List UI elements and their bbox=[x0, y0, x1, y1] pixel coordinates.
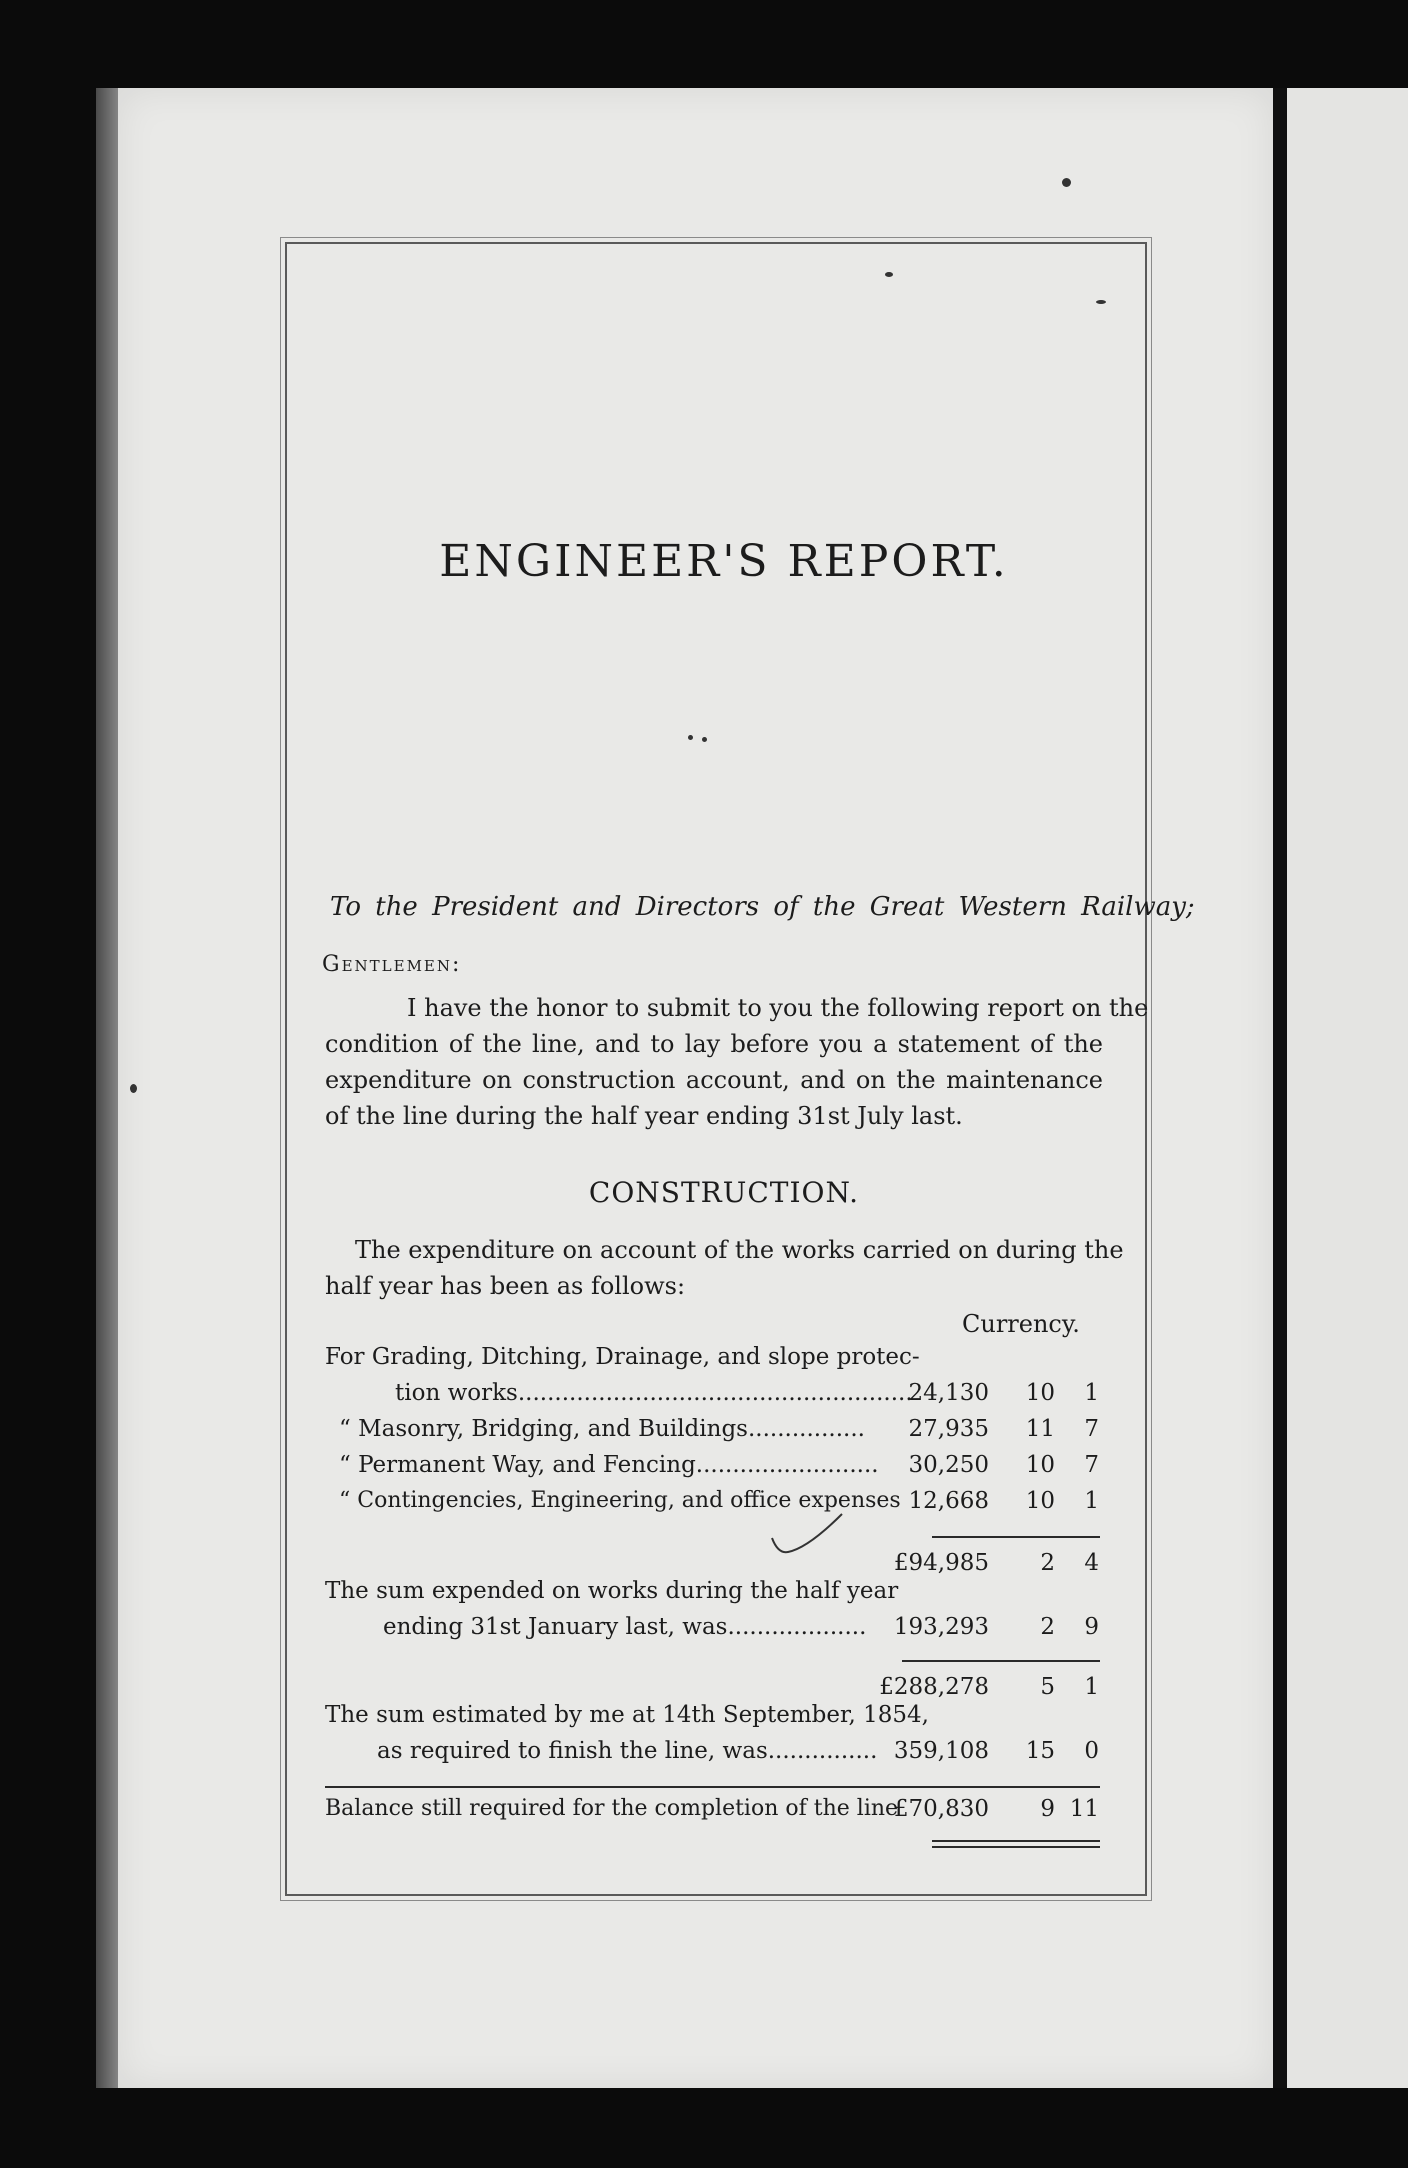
page-binding-edge bbox=[96, 88, 120, 2088]
row-pence: 11 bbox=[1069, 1796, 1099, 1822]
row-description: ending 31st January last, was................... bbox=[383, 1614, 867, 1640]
table-row-grading-line1 bbox=[325, 1344, 1103, 1378]
balance-rule bbox=[325, 1786, 1100, 1788]
table-row-contingencies bbox=[325, 1488, 1103, 1522]
row-shillings: 10 bbox=[1025, 1380, 1055, 1406]
scan-speck bbox=[1096, 300, 1106, 304]
row-pence: 7 bbox=[1084, 1416, 1099, 1442]
row-description: as required to finish the line, was............... bbox=[377, 1738, 878, 1764]
final-rule-2 bbox=[932, 1846, 1100, 1848]
section-heading-construction: CONSTRUCTION. bbox=[588, 1176, 860, 1209]
row-pounds: £94,985 bbox=[893, 1550, 989, 1576]
table-row-previous-line1 bbox=[325, 1578, 1103, 1612]
row-shillings: 11 bbox=[1025, 1416, 1055, 1442]
currency-column-header: Currency. bbox=[962, 1310, 1080, 1338]
final-rule-1 bbox=[932, 1840, 1100, 1842]
row-pounds: 193,293 bbox=[893, 1614, 989, 1640]
row-pence: 0 bbox=[1084, 1738, 1099, 1764]
row-shillings: 9 bbox=[1040, 1796, 1055, 1822]
intro-line-4: of the line during the half year ending 31st July last. bbox=[325, 1102, 963, 1130]
total-rule bbox=[902, 1660, 1100, 1662]
construction-intro-line-2: half year has been as follows: bbox=[325, 1272, 686, 1300]
adjacent-page-edge bbox=[1287, 88, 1408, 2088]
row-pounds: 24,130 bbox=[908, 1380, 989, 1406]
row-description: “ Permanent Way, and Fencing......................... bbox=[339, 1452, 879, 1478]
row-description: The sum expended on works during the half year bbox=[325, 1578, 899, 1604]
construction-intro bbox=[325, 1232, 1124, 1304]
intro-paragraph bbox=[325, 990, 1149, 1134]
book-gutter bbox=[1273, 88, 1287, 2088]
report-title: ENGINEER'S REPORT. bbox=[439, 536, 1009, 587]
row-pounds: 30,250 bbox=[908, 1452, 989, 1478]
row-shillings: 2 bbox=[1040, 1614, 1055, 1640]
row-description: For Grading, Ditching, Drainage, and slope protec- bbox=[325, 1344, 920, 1370]
address-line: To the President and Directors of the Great Western Railway; bbox=[330, 892, 1195, 922]
intro-line-2: condition of the line, and to lay before you a statement of the bbox=[325, 1030, 1103, 1058]
row-shillings: 5 bbox=[1040, 1674, 1055, 1700]
row-shillings: 10 bbox=[1025, 1488, 1055, 1514]
table-row-estimate-line1 bbox=[325, 1702, 1103, 1736]
row-shillings: 10 bbox=[1025, 1452, 1055, 1478]
row-shillings: 15 bbox=[1025, 1738, 1055, 1764]
row-description: tion works...................................................... bbox=[395, 1380, 913, 1406]
row-description: “ Contingencies, Engineering, and office expenses bbox=[339, 1488, 901, 1513]
row-pounds: 12,668 bbox=[908, 1488, 989, 1514]
intro-line-3: expenditure on construction account, and on the maintenance bbox=[325, 1066, 1103, 1094]
table-row-permanent-way bbox=[325, 1452, 1103, 1486]
intro-line-1: I have the honor to submit to you the following report on the bbox=[407, 994, 1149, 1022]
row-pence: 1 bbox=[1084, 1488, 1099, 1514]
subtotal-rule bbox=[932, 1536, 1100, 1538]
table-row-grading bbox=[325, 1380, 1103, 1414]
row-pence: 4 bbox=[1084, 1550, 1099, 1576]
salutation: Gentlemen: bbox=[322, 952, 462, 977]
row-description: The sum estimated by me at 14th September, 1854, bbox=[325, 1702, 929, 1728]
row-description: “ Masonry, Bridging, and Buildings................ bbox=[339, 1416, 865, 1442]
table-row-estimate bbox=[325, 1738, 1103, 1772]
row-pounds: £288,278 bbox=[879, 1674, 989, 1700]
row-pence: 1 bbox=[1084, 1674, 1099, 1700]
scan-speck bbox=[702, 737, 707, 742]
row-description: Balance still required for the completion of the line bbox=[325, 1796, 899, 1821]
scan-speck bbox=[130, 1084, 137, 1093]
scan-speck bbox=[1062, 178, 1071, 187]
scan-speck bbox=[688, 735, 693, 740]
table-row-balance bbox=[325, 1796, 1103, 1830]
row-pence: 9 bbox=[1084, 1614, 1099, 1640]
row-pounds: 27,935 bbox=[908, 1416, 989, 1442]
scan-speck bbox=[885, 272, 893, 277]
table-row-previous bbox=[325, 1614, 1103, 1648]
row-pence: 1 bbox=[1084, 1380, 1099, 1406]
row-pence: 7 bbox=[1084, 1452, 1099, 1478]
table-row-masonry bbox=[325, 1416, 1103, 1450]
row-shillings: 2 bbox=[1040, 1550, 1055, 1576]
row-pounds: 359,108 bbox=[893, 1738, 989, 1764]
construction-intro-line-1: The expenditure on account of the works carried on during the bbox=[355, 1236, 1124, 1264]
row-pounds: £70,830 bbox=[893, 1796, 989, 1822]
